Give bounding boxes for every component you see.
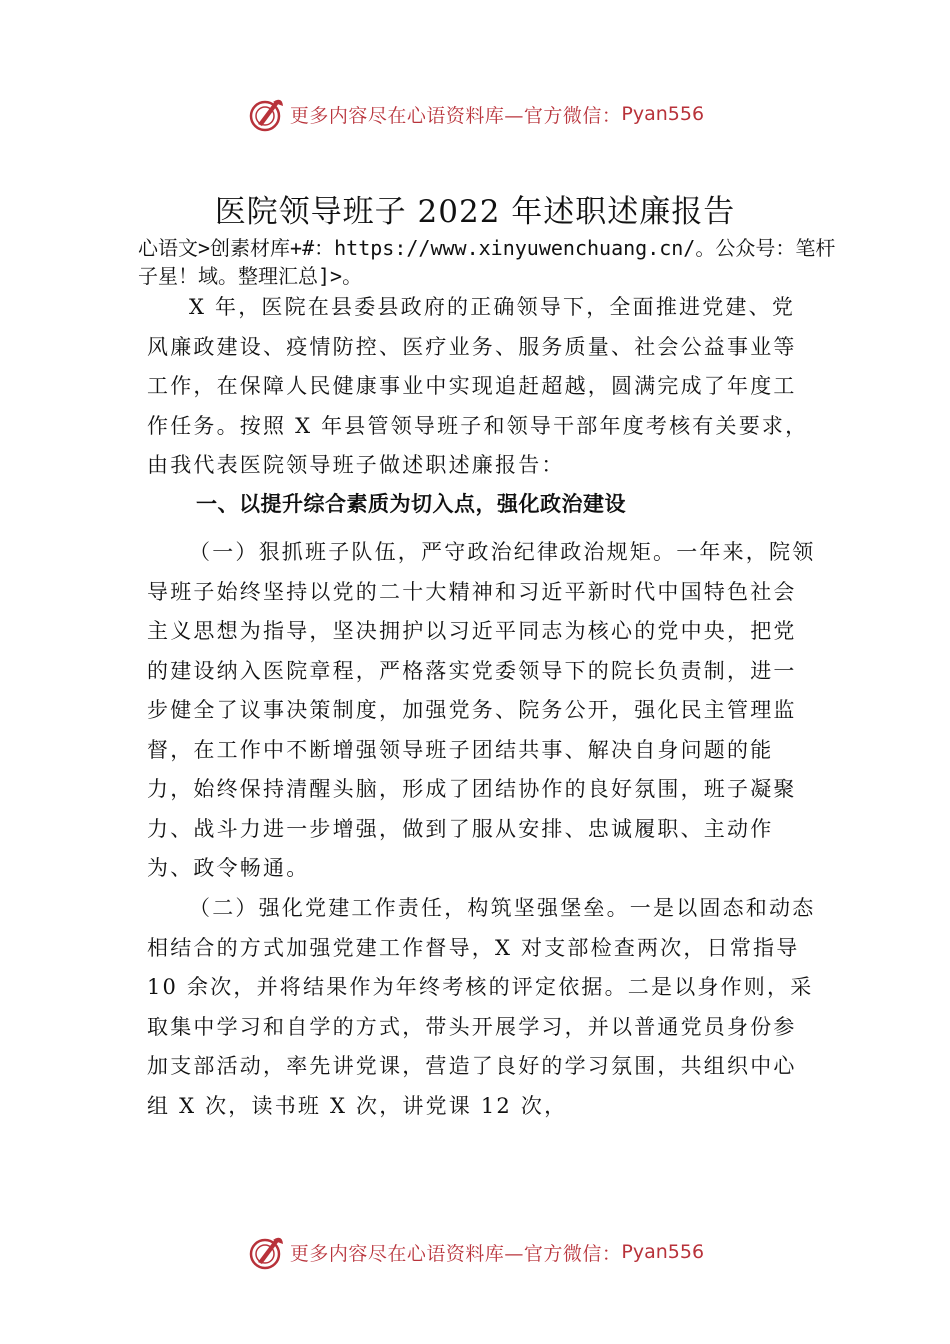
paragraph-2 — [147, 889, 817, 1126]
intro-text: X 年，医院在县委县政府的正确领导下，全面推进党建、党风廉政建设、疫情防控、医疗业务、服务质量、社会公益事业等工作，在保障人民健康事业中实现追赶超越，圆满完成了年度工作任务。按照 X 年县管领导班子和领导干部年度考核有关要求，由我代表医院领导班子做述职述廉报告： — [147, 295, 809, 477]
paragraph-2-text: （二）强化党建工作责任，构筑坚强堡垒。一是以固态和动态相结合的方式加强党建工作督导，X 对支部检查两次，日常指导 10 余次，并将结果作为年终考核的评定依据。二是以身作则，采取集中学习和自学的方式，带头开展学习，并以普通党员身份参加支部活动，率先讲党课，营造了良好的学习氛围，共组织中心组 X 次，读书班 X 次，讲党课 12 次， — [147, 896, 816, 1118]
banner-wechat-id: Pyan556 — [621, 1241, 705, 1263]
document-title: 医院领导班子 2022 年述职述廉报告 — [214, 194, 736, 230]
source-line: 心语文>创素材库+#：https://www.xinyuwenchuang.cn/。公众号：笔杆子星！域。整理汇总]>。 — [138, 236, 836, 288]
quill-seal-icon — [246, 94, 286, 134]
banner-text: 更多内容尽在心语资料库—官方微信： — [289, 1242, 622, 1265]
paragraph-1-text: （一）狠抓班子队伍，严守政治纪律政治规矩。一年来，院领导班子始终坚持以党的二十大精神和习近平新时代中国特色社会主义思想为指导，坚决拥护以习近平同志为核心的党中央，把党的建设纳入医院章程，严格落实党委领导下的院长负责制，进一步健全了议事决策制度，加强党务、院务公开，强化民主管理监督，在工作中不断增强领导班子团结共事、解决自身问题的能力，始终保持清醒头脑，形成了团结协作的良好氛围，班子凝聚力、战斗力进一步增强，做到了服从安排、忠诚履职、主动作为、政令畅通。 — [147, 540, 816, 880]
section-heading-1: 一、以提升综合素质为切入点，强化政治建设 — [196, 492, 626, 516]
paragraph-1 — [147, 533, 817, 889]
banner-text: 更多内容尽在心语资料库—官方微信： — [289, 104, 622, 127]
intro-paragraph — [147, 288, 817, 486]
watermark-banner-top — [0, 92, 950, 136]
watermark-banner-bottom — [0, 1230, 950, 1274]
quill-seal-icon — [246, 1232, 286, 1272]
banner-wechat-id: Pyan556 — [621, 103, 705, 125]
